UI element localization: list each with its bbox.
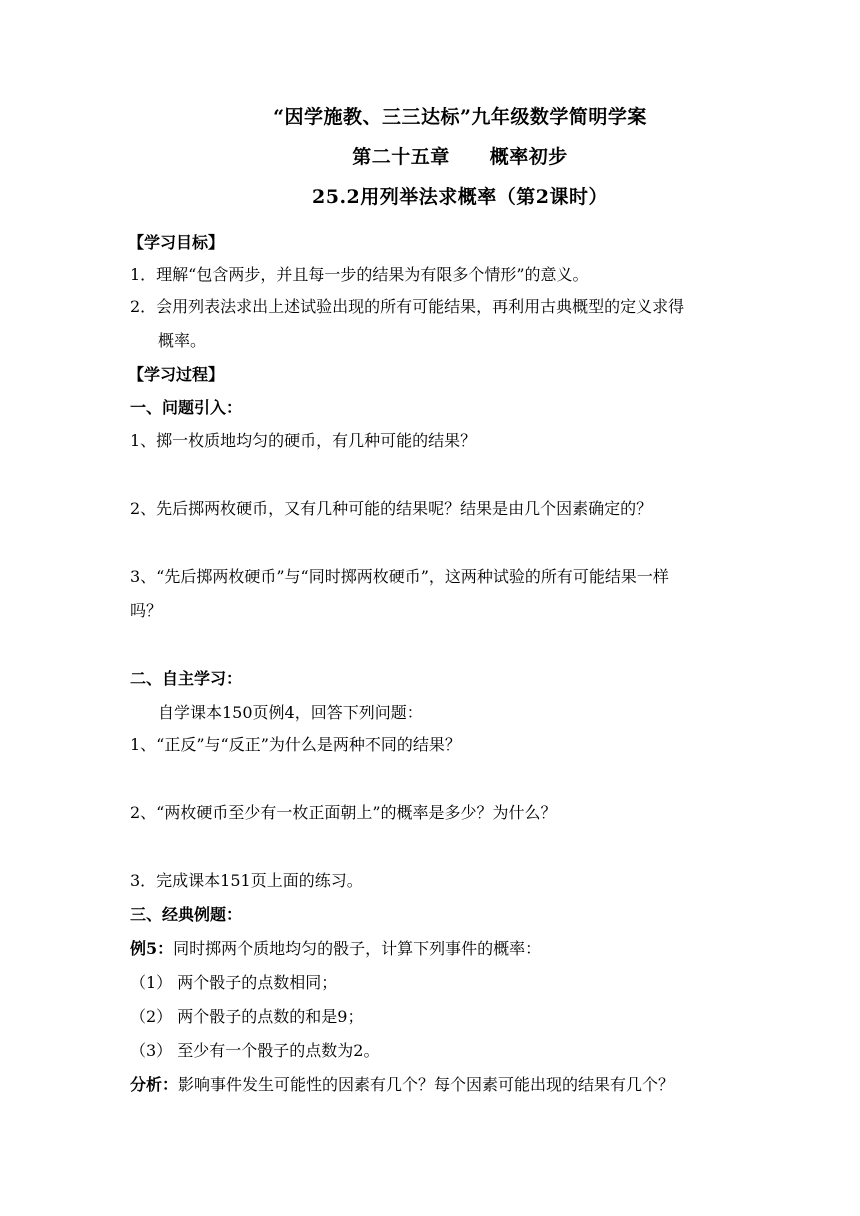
- example-text: 同时掷两个质地均匀的骰子，计算下列事件的概率：: [173, 939, 542, 958]
- part2-question-3: 3．完成课本151页上面的练习。: [130, 871, 363, 890]
- part1-question-2: 2、先后掷两枚硬币，又有几种可能的结果呢？结果是由几个因素确定的？: [130, 499, 653, 518]
- chapter-heading: [0, 146, 860, 168]
- example-sub-2: （2） 两个骰子的点数的和是9；: [130, 1007, 364, 1026]
- chapter-number: 第二十五章: [352, 146, 450, 168]
- example-label: 例5：: [130, 939, 174, 958]
- chapter-name: 概率初步: [489, 146, 568, 168]
- section-title: 25.2用列举法求概率（第2课时）: [312, 186, 608, 208]
- part2-heading: 二、自主学习：: [130, 669, 243, 688]
- objectives-heading: 【学习目标】: [128, 233, 225, 252]
- part1-question-1: 1、掷一枚质地均匀的硬币，有几种可能的结果？: [130, 431, 477, 450]
- part2-intro: 自学课本150页例4，回答下列问题：: [158, 703, 423, 722]
- example-5: [130, 938, 541, 960]
- part1-question-3-continued: 吗？: [130, 601, 163, 620]
- example-sub-3: （3） 至少有一个骰子的点数为2。: [130, 1041, 380, 1060]
- part2-question-1: 1、“正反”与“反正”为什么是两种不同的结果？: [130, 735, 461, 754]
- part2-question-2: 2、“两枚硬币至少有一枚正面朝上”的概率是多少？为什么？: [130, 803, 557, 822]
- part3-heading: 三、经典例题：: [130, 905, 243, 924]
- objective-item-2-continued: 概率。: [158, 331, 207, 350]
- example-sub-1: （1） 两个骰子的点数相同；: [130, 973, 338, 992]
- objective-item-1: 1．理解“包含两步，并且每一步的结果为有限多个情形”的意义。: [130, 265, 589, 284]
- part1-heading: 一、问题引入：: [130, 398, 243, 417]
- part1-question-3: 3、“先后掷两枚硬币”与“同时掷两枚硬币”，这两种试验的所有可能结果一样: [130, 567, 669, 586]
- objective-item-2: 2．会用列表法求出上述试验出现的所有可能结果，再利用古典概型的定义求得: [130, 297, 685, 316]
- document-title: “因学施教、三三达标”九年级数学简明学案: [273, 106, 647, 128]
- analysis-text: 影响事件发生可能性的因素有几个？每个因素可能出现的结果有几个？: [178, 1075, 675, 1094]
- analysis: [130, 1074, 674, 1096]
- process-heading: 【学习过程】: [128, 365, 225, 384]
- analysis-label: 分析：: [130, 1075, 179, 1094]
